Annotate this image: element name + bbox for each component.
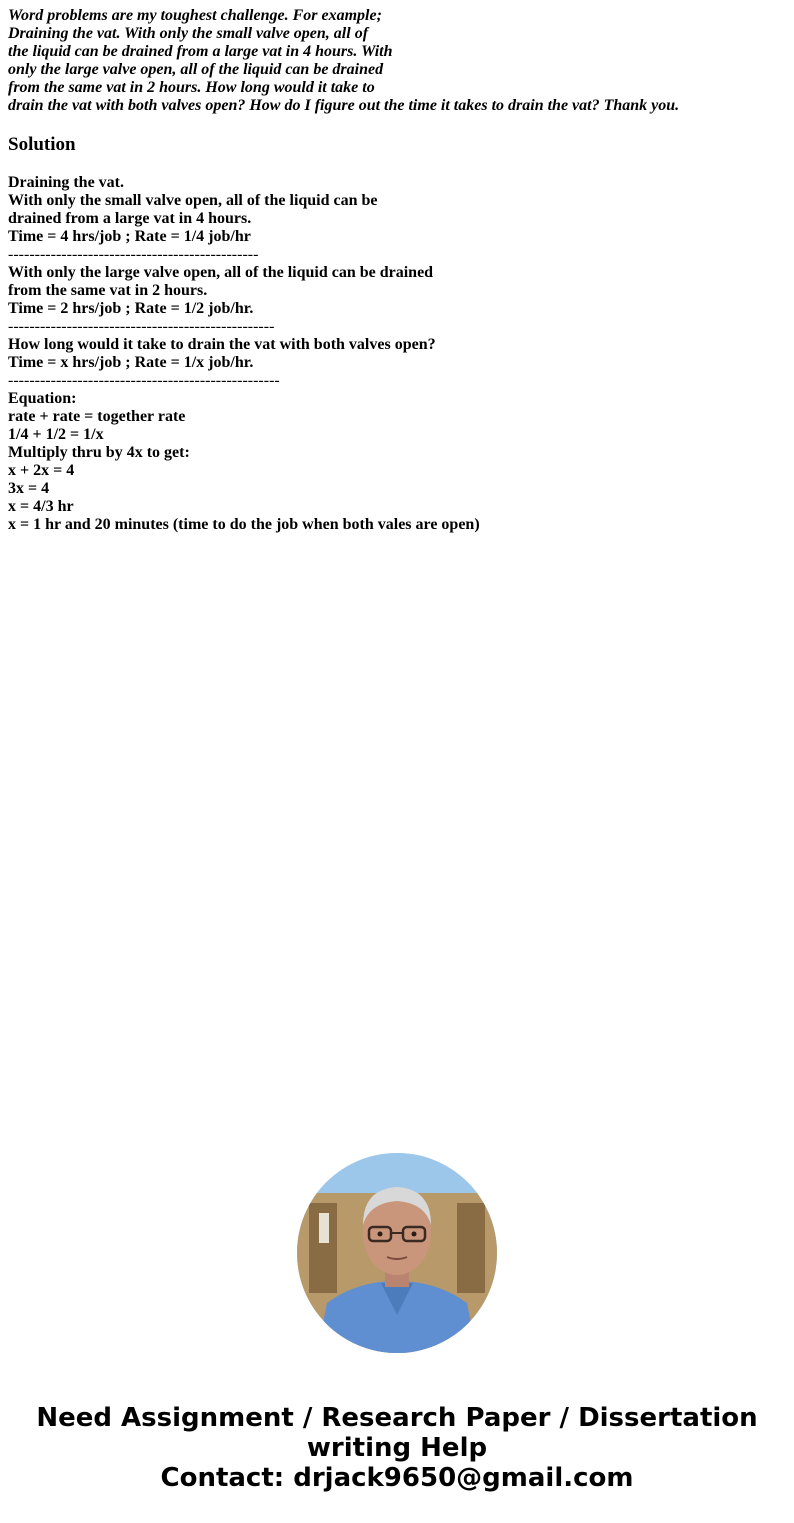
solution-body — [8, 174, 788, 534]
question-text — [8, 7, 788, 115]
question-line: the liquid can be drained from a large vat in 4 hours. With — [8, 43, 393, 60]
question-line: Draining the vat. With only the small valve open, all of — [8, 25, 369, 42]
separator-line: --------------------------------------------------- — [8, 372, 280, 389]
solution-line: 3x = 4 — [8, 480, 50, 497]
solution-line: Time = x hrs/job ; Rate = 1/x job/hr. — [8, 354, 254, 371]
separator-line: -------------------------------------------------- — [8, 318, 275, 335]
solution-line: 1/4 + 1/2 = 1/x — [8, 426, 104, 443]
promo-banner — [0, 1403, 794, 1493]
tutor-avatar-photo-icon — [297, 1153, 497, 1353]
promo-line: Need Assignment / Research Paper / Dissertation — [36, 1403, 758, 1433]
solution-line: Time = 2 hrs/job ; Rate = 1/2 job/hr. — [8, 300, 254, 317]
promo-line: writing Help — [306, 1433, 488, 1463]
solution-line: Equation: — [8, 390, 77, 407]
separator-line: ----------------------------------------------- — [8, 246, 259, 263]
question-line: Word problems are my toughest challenge. For example; — [8, 7, 382, 24]
promo-contact: Contact: drjack9650@gmail.com — [160, 1463, 634, 1493]
solution-line: rate + rate = together rate — [8, 408, 186, 425]
tutor-avatar — [297, 1153, 497, 1353]
solution-line: Time = 4 hrs/job ; Rate = 1/4 job/hr — [8, 228, 251, 245]
solution-line: x = 4/3 hr — [8, 498, 74, 515]
solution-line: x = 1 hr and 20 minutes (time to do the job when both vales are open) — [8, 516, 480, 533]
solution-line: drained from a large vat in 4 hours. — [8, 210, 252, 227]
solution-line: Draining the vat. — [8, 174, 124, 191]
solution-line: from the same vat in 2 hours. — [8, 282, 208, 299]
solution-heading: Solution — [8, 134, 76, 155]
solution-line: With only the large valve open, all of the liquid can be drained — [8, 264, 434, 281]
solution-line: With only the small valve open, all of the liquid can be — [8, 192, 378, 209]
solution-line: How long would it take to drain the vat with both valves open? — [8, 336, 436, 353]
solution-line: x + 2x = 4 — [8, 462, 75, 479]
question-line: drain the vat with both valves open? How do I figure out the time it takes to drain the vat? Thank you. — [8, 97, 680, 114]
solution-line: Multiply thru by 4x to get: — [8, 444, 190, 461]
question-line: from the same vat in 2 hours. How long would it take to — [8, 79, 375, 96]
question-line: only the large valve open, all of the liquid can be drained — [8, 61, 384, 78]
